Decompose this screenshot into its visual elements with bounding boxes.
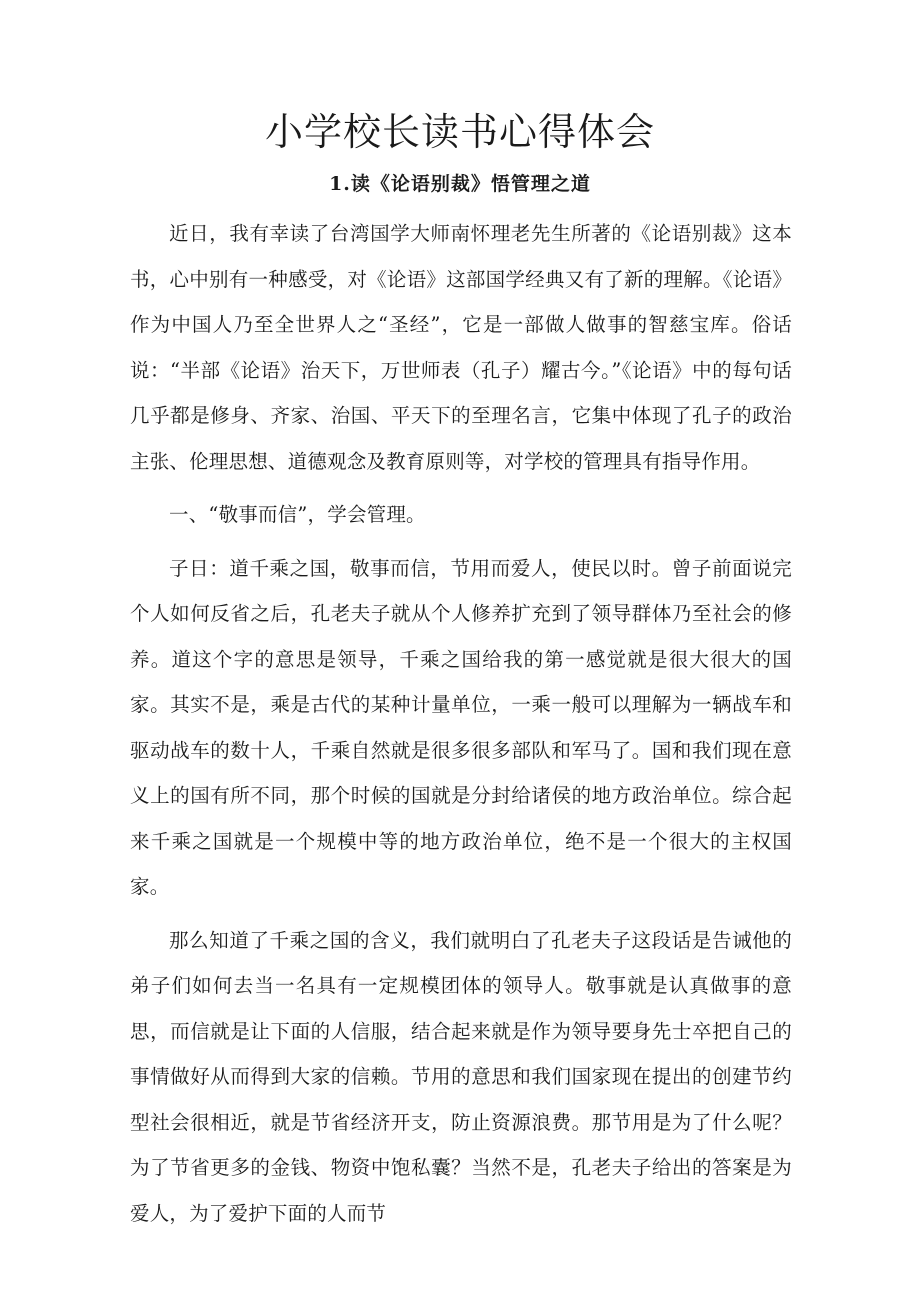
paragraph-heading-one: 一、“敬事而信”，学会管理。 xyxy=(169,503,426,526)
document-title: 小学校长读书心得体会 xyxy=(264,110,655,154)
paragraph-intro: 近日，我有幸读了台湾国学大师南怀理老先生所著的《论语别裁》这本书，心中别有一种感受，对《论语》这部国学经典又有了新的理解。《论语》作为中国人乃至全世界人之“圣经”，它是一部做人做事的智慈宝库。俗话说：“半部《论语》治天下，万世师表（孔子）耀古今。”《论语》中的每句话几乎都是修身、齐家、治国、平天下的至理名言，它集中体现了孔子的政治主张、伦理思想、道德观念及教育原则等，对学校的管理具有指导作用。 xyxy=(130,222,792,473)
paragraph-jingshi: 那么知道了千乘之国的含义，我们就明白了孔老夫子这段话是告诫他的弟子们如何去当一名具有一定规模团体的领导人。敬事就是认真做事的意思，而信就是让下面的人信服，结合起来就是作为领导要身先士卒把自己的事情做好从而得到大家的信赖。节用的意思和我们国家现在提出的创建节约型社会很相近，就是节省经济开支，防止资源浪费。那节用是为了什么呢？为了节省更多的金钱、物资中饱私囊？当然不是，孔老夫子给出的答案是为爱人，为了爱护下面的人而节 xyxy=(130,928,792,1225)
section-subtitle: 1.读《论语别裁》悟管理之道 xyxy=(329,173,591,195)
paragraph-qiansheng: 子日：道千乘之国，敬事而信，节用而爱人，使民以时。曾子前面说完个人如何反省之后，孔老夫子就从个人修养扩充到了领导群体乃至社会的修养。道这个字的意思是领导，千乘之国给我的第一感觉就是很大很大的国家。其实不是，乘是古代的某种计量单位，一乘一般可以理解为一辆战车和驱动战车的数十人，千乘自然就是很多很多部队和军马了。国和我们现在意义上的国有所不同，那个时候的国就是分封给诸侯的地方政治单位。综合起来千乘之国就是一个规模中等的地方政治单位，绝不是一个很大的主权国家。 xyxy=(130,556,792,898)
document-body xyxy=(130,211,792,1236)
